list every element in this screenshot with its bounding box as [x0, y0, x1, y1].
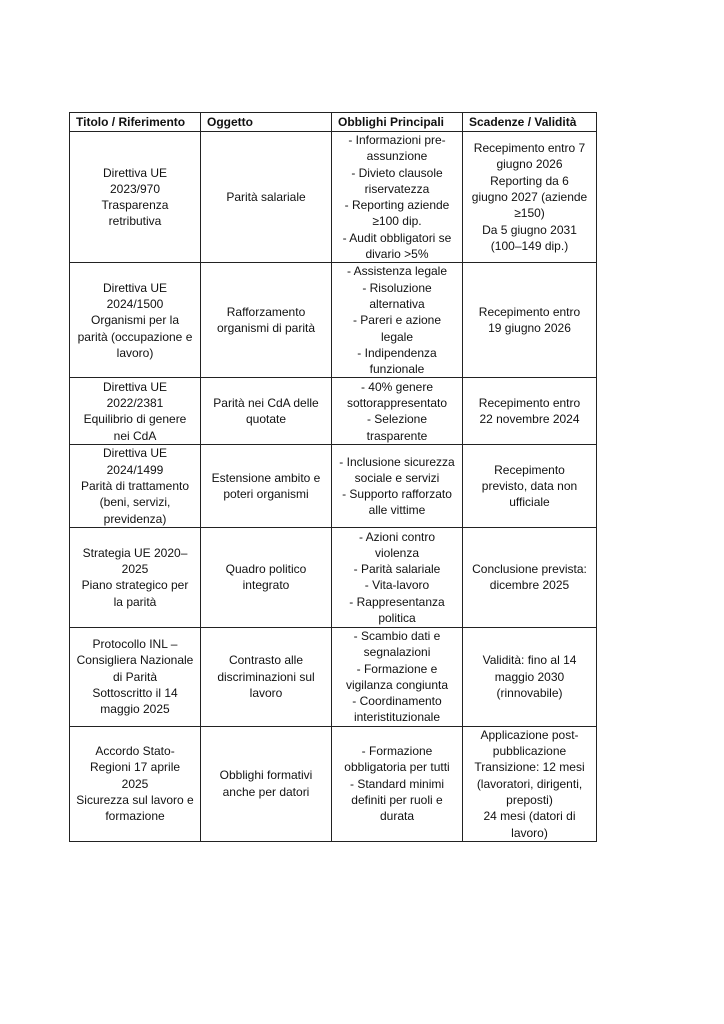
cell-obblighi: [332, 263, 463, 378]
cell-line: riservatezza: [364, 181, 430, 196]
cell-obblighi: [332, 527, 463, 627]
cell-line: alle vittime: [368, 503, 426, 518]
cell-line: Direttiva UE: [102, 280, 167, 295]
cell-line: - Parità salariale: [353, 562, 441, 577]
cell-line: integrato: [242, 578, 290, 593]
cell-line: Strategia UE 2020–: [82, 545, 188, 560]
cell-titolo: [70, 726, 201, 841]
cell-line: previdenza): [103, 511, 167, 526]
cell-scadenze: [463, 726, 597, 841]
cell-line: Protocollo INL –: [92, 637, 178, 652]
cell-line: 24 mesi (datori di: [483, 809, 576, 824]
cell-line: sottorappresentato: [346, 396, 448, 411]
cell-line: Direttiva UE: [102, 446, 167, 461]
cell-line: ufficiale: [509, 495, 550, 510]
cell-line: politica: [378, 611, 416, 626]
cell-line: - Supporto rafforzato: [342, 487, 452, 502]
cell-line: Consigliera Nazionale: [76, 653, 194, 668]
cell-line: 2022/2381: [106, 396, 164, 411]
cell-line: (lavoratori, dirigenti,: [476, 776, 583, 791]
cell-line: vigilanza congiunta: [345, 677, 449, 692]
cell-oggetto: [201, 527, 332, 627]
regulations-table: [69, 112, 597, 842]
cell-oggetto: [201, 726, 332, 841]
cell-line: obbligatoria per tutti: [344, 760, 450, 775]
cell-line: previsto, data non: [481, 479, 578, 494]
cell-line: - Azioni contro: [358, 529, 436, 544]
cell-line: 2024/1499: [106, 462, 164, 477]
cell-obblighi: [332, 627, 463, 726]
cell-line: segnalazioni: [363, 645, 431, 660]
cell-line: ≥100 dip.: [372, 214, 422, 229]
cell-line: Obblighi formativi: [219, 768, 313, 783]
cell-line: Direttiva UE: [102, 165, 167, 180]
cell-oggetto: [201, 445, 332, 527]
cell-oggetto: [201, 378, 332, 445]
cell-line: Parità di trattamento: [80, 479, 190, 494]
cell-titolo: [70, 527, 201, 627]
cell-line: Validità: fino al 14: [482, 653, 577, 668]
cell-line: - Formazione e: [356, 661, 438, 676]
cell-line: divario >5%: [365, 247, 429, 262]
cell-scadenze: [463, 445, 597, 527]
cell-obblighi: [332, 726, 463, 841]
cell-scadenze: [463, 527, 597, 627]
cell-line: Transizione: 12 mesi: [474, 760, 585, 775]
table-header-row: [70, 113, 597, 132]
cell-line: Conclusione prevista:: [472, 562, 587, 577]
cell-line: 2025: [121, 562, 149, 577]
table-row: [70, 378, 597, 445]
cell-line: Contrasto alle: [228, 653, 304, 668]
cell-line: dicembre 2025: [489, 578, 570, 593]
cell-line: - Risoluzione: [362, 280, 432, 295]
header-titolo: Titolo / Riferimento: [70, 113, 201, 132]
cell-line: Organismi per la: [90, 313, 180, 328]
cell-line: Recepimento entro: [478, 396, 581, 411]
table-row: [70, 263, 597, 378]
cell-line: 2023/970: [109, 181, 161, 196]
cell-line: la parità: [113, 594, 157, 609]
table-row: [70, 527, 597, 627]
cell-line: maggio 2025: [100, 702, 170, 717]
cell-line: Da 5 giugno 2031: [482, 222, 577, 237]
cell-line: formazione: [105, 809, 165, 824]
cell-line: Estensione ambito e: [211, 470, 321, 485]
cell-line: 19 giugno 2026: [488, 321, 571, 336]
cell-line: Parità salariale: [226, 190, 306, 205]
cell-line: - Divieto clausole: [351, 165, 443, 180]
cell-line: parità (occupazione e: [77, 329, 193, 344]
cell-oggetto: [201, 263, 332, 378]
cell-line: - Reporting aziende: [344, 198, 450, 213]
cell-line: Parità nei CdA delle: [213, 396, 319, 411]
cell-line: alternativa: [369, 296, 425, 311]
cell-line: Applicazione post-: [480, 727, 579, 742]
cell-line: Sicurezza sul lavoro e: [76, 792, 194, 807]
cell-line: organismi di parità: [216, 321, 316, 336]
cell-line: anche per datori: [222, 784, 310, 799]
cell-line: nei CdA: [113, 428, 157, 443]
cell-line: - Indipendenza: [357, 345, 437, 360]
cell-line: Recepimento entro 7: [473, 141, 586, 156]
cell-line: trasparente: [366, 428, 428, 443]
cell-line: Quadro politico: [225, 562, 307, 577]
cell-line: (beni, servizi,: [99, 495, 171, 510]
cell-line: 2024/1500: [106, 296, 164, 311]
cell-line: - Formazione: [361, 744, 433, 759]
cell-oggetto: [201, 132, 332, 263]
cell-line: Accordo Stato-: [95, 744, 175, 759]
cell-line: Rafforzamento: [226, 305, 306, 320]
cell-line: 22 novembre 2024: [479, 412, 580, 427]
cell-line: legale: [380, 329, 414, 344]
cell-line: discriminazioni sul: [217, 669, 315, 684]
cell-line: (rinnovabile): [496, 685, 563, 700]
cell-line: - Informazioni pre-: [348, 133, 446, 147]
cell-line: - Assistenza legale: [346, 264, 448, 279]
cell-line: - Rappresentanza: [349, 594, 445, 609]
cell-titolo: [70, 445, 201, 527]
cell-line: lavoro): [511, 825, 548, 840]
table-row: [70, 132, 597, 263]
cell-titolo: [70, 132, 201, 263]
cell-line: Piano strategico per: [81, 578, 189, 593]
table-row: [70, 445, 597, 527]
cell-scadenze: [463, 263, 597, 378]
cell-line: Sottoscritto il 14: [92, 685, 178, 700]
cell-line: giugno 2026: [496, 157, 563, 172]
cell-line: - Audit obbligatori se: [342, 230, 452, 245]
cell-line: assunzione: [366, 149, 428, 164]
cell-line: Recepimento entro: [478, 305, 581, 320]
table-row: [70, 726, 597, 841]
cell-line: pubblicazione: [492, 744, 567, 759]
cell-line: ≥150): [514, 206, 545, 221]
cell-line: Direttiva UE: [102, 379, 167, 394]
cell-line: (100–149 dip.): [490, 238, 569, 253]
cell-line: - Standard minimi: [349, 776, 445, 791]
cell-line: Trasparenza: [101, 198, 169, 213]
cell-line: giugno 2027 (aziende: [471, 190, 588, 205]
cell-line: sociale e servizi: [354, 470, 440, 485]
cell-titolo: [70, 263, 201, 378]
cell-line: Reporting da 6: [490, 173, 569, 188]
cell-scadenze: [463, 132, 597, 263]
cell-line: 2025: [121, 776, 149, 791]
cell-scadenze: [463, 378, 597, 445]
cell-line: lavoro: [249, 685, 283, 700]
cell-scadenze: [463, 627, 597, 726]
cell-line: durata: [379, 809, 415, 824]
cell-line: Regioni 17 aprile: [89, 760, 181, 775]
cell-line: violenza: [374, 545, 420, 560]
header-obblighi: Obblighi Principali: [332, 113, 463, 132]
cell-obblighi: [332, 378, 463, 445]
cell-line: definiti per ruoli e: [351, 792, 443, 807]
cell-oggetto: [201, 627, 332, 726]
cell-line: funzionale: [369, 362, 425, 377]
cell-line: poteri organismi: [223, 487, 309, 502]
cell-titolo: [70, 378, 201, 445]
cell-line: - Pareri e azione: [352, 313, 442, 328]
cell-line: Recepimento: [494, 462, 565, 477]
cell-obblighi: [332, 132, 463, 263]
cell-line: di Parità: [112, 669, 158, 684]
cell-line: - Vita-lavoro: [364, 578, 430, 593]
cell-line: - Coordinamento: [352, 694, 442, 709]
cell-obblighi: [332, 445, 463, 527]
cell-line: - Scambio dati e: [353, 628, 441, 643]
cell-line: Equilibrio di genere: [83, 412, 187, 427]
cell-line: - 40% genere: [360, 379, 434, 394]
cell-line: lavoro): [116, 345, 154, 360]
cell-line: interistituzionale: [353, 710, 441, 725]
header-oggetto: Oggetto: [201, 113, 332, 132]
table-row: [70, 627, 597, 726]
cell-line: retributiva: [108, 214, 162, 229]
header-scadenze: Scadenze / Validità: [463, 113, 597, 132]
cell-line: preposti): [506, 792, 553, 807]
cell-line: - Inclusione sicurezza: [339, 454, 455, 469]
cell-titolo: [70, 627, 201, 726]
cell-line: - Selezione: [366, 412, 428, 427]
cell-line: maggio 2030: [494, 669, 565, 684]
cell-line: quotate: [245, 412, 287, 427]
